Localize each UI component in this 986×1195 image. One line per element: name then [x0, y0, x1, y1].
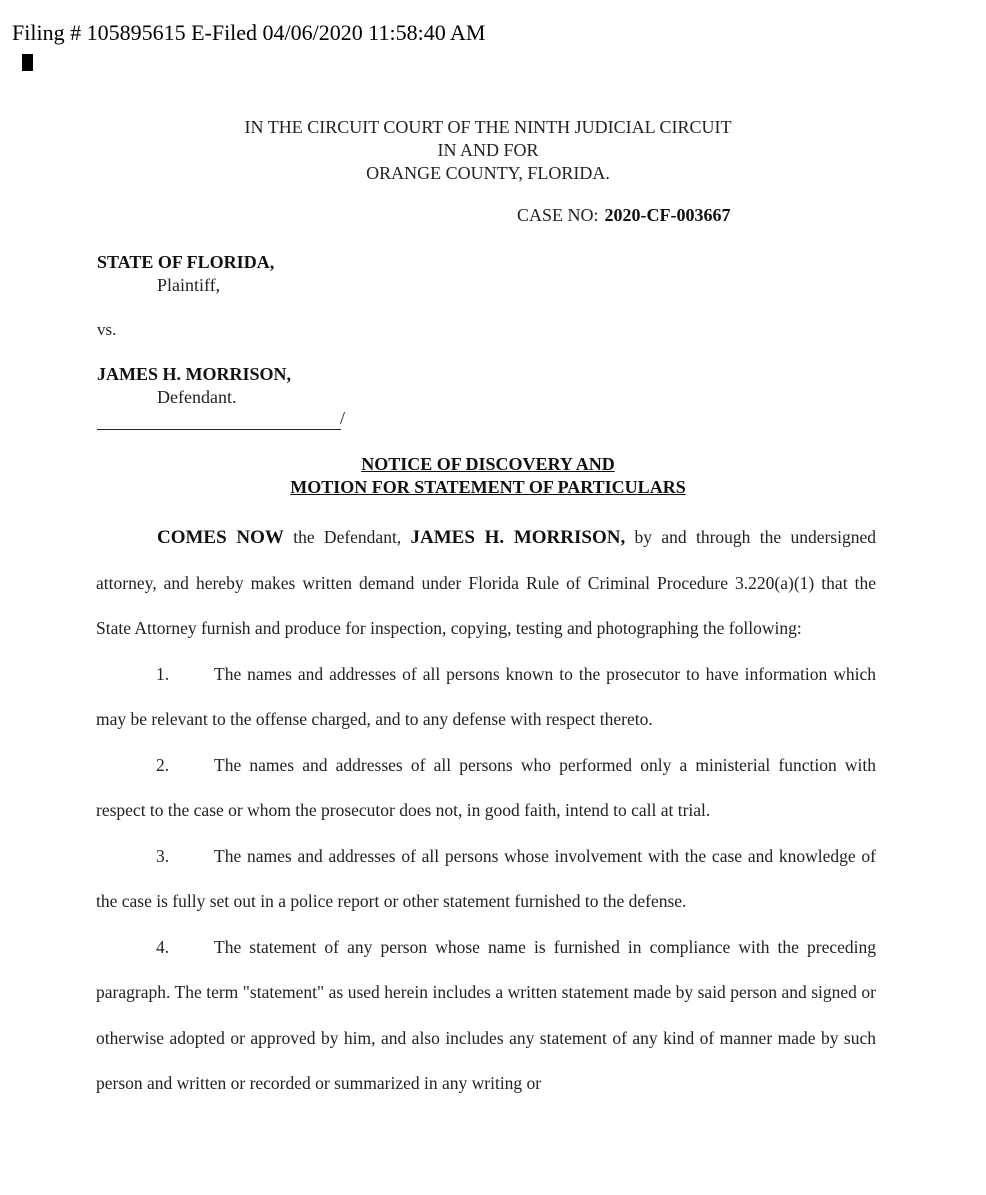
intro-text-1: the Defendant,: [283, 527, 411, 547]
caption-slash: /: [340, 408, 346, 428]
intro-lead: COMES NOW: [157, 527, 284, 548]
item-text: The names and addresses of all persons whose involvement with the case and knowledge of the case is fully set out in a police report or other statement furnished to the defense.: [96, 845, 876, 911]
list-item: [96, 834, 876, 925]
item-text: The names and addresses of all persons who performed only a ministerial function with respect to the case or whom the prosecutor does not, in good faith, intend to call at trial.: [96, 754, 876, 820]
filing-stamp: Filing # 105895615 E-Filed 04/06/2020 11:58:40 AM: [12, 20, 486, 45]
item-number: 4.: [156, 936, 170, 957]
court-line-1: IN THE CIRCUIT COURT OF THE NINTH JUDICIAL CIRCUIT: [244, 117, 732, 137]
page-marker: [22, 54, 33, 71]
court-line-2: IN AND FOR: [437, 140, 539, 160]
item-number: 2.: [156, 754, 170, 775]
plaintiff-name: STATE OF FLORIDA,: [97, 252, 275, 272]
court-line-3: ORANGE COUNTY, FLORIDA.: [366, 163, 610, 183]
intro-defendant: JAMES H. MORRISON,: [410, 527, 626, 548]
plaintiff-role: Plaintiff,: [157, 275, 221, 295]
case-number-value: 2020-CF-003667: [604, 205, 731, 225]
list-item: [96, 925, 876, 1107]
defendant-role: Defendant.: [157, 387, 237, 407]
list-item: [96, 743, 876, 834]
defendant-block: [97, 364, 291, 409]
document-body: [96, 515, 876, 1107]
title-line-2: MOTION FOR STATEMENT OF PARTICULARS: [290, 477, 686, 497]
case-number-label: CASE NO:: [517, 205, 599, 225]
versus: vs.: [97, 320, 117, 339]
item-text: The names and addresses of all persons known to the prosecutor to have information which may be relevant to the offense charged, and to any defense with respect thereto.: [96, 663, 876, 729]
defendant-name: JAMES H. MORRISON,: [97, 364, 292, 384]
item-text: The statement of any person whose name is furnished in compliance with the preceding paragraph. The term "statement" as used herein includes a written statement made by said person and signed or otherwise adopted or approved by him, and also includes any statement of any kind of manner made by such person and written or recorded or summarized in any writing or: [96, 936, 876, 1093]
document-title: [0, 453, 976, 499]
plaintiff-block: [97, 252, 274, 297]
intro-text-2: by and through the undersigned attorney, and hereby makes written demand under Florida Rule of Criminal Procedure 3.220(a)(1) that the State Attorney furnish and produce for inspection, copying, testing and photographing the following:: [96, 527, 876, 638]
item-number: 3.: [156, 845, 170, 866]
title-line-1: NOTICE OF DISCOVERY AND: [361, 454, 615, 474]
list-item: [96, 652, 876, 743]
intro-paragraph: [96, 515, 876, 652]
court-heading: [0, 116, 976, 185]
caption-line: [97, 415, 341, 430]
item-number: 1.: [156, 663, 170, 684]
case-number: [517, 205, 731, 226]
